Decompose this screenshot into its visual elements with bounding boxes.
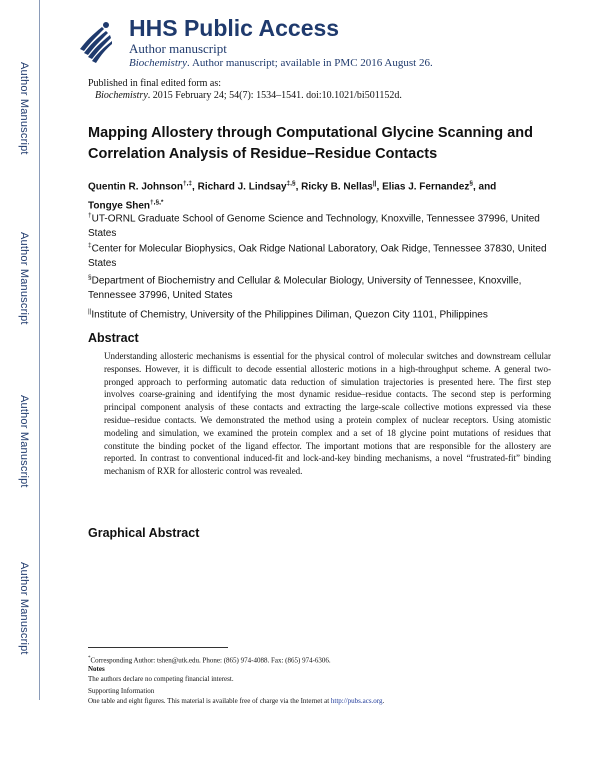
published-label: Published in final edited form as: xyxy=(88,78,222,89)
corresponding-author-footnote xyxy=(88,654,558,665)
affiliation-text: UT-ORNL Graduate School of Genome Science and Technology, Knoxville, Tennessee 37996, United States xyxy=(88,213,540,240)
author-name: Elias J. Fernandez xyxy=(382,181,470,193)
sidebar-divider xyxy=(39,0,40,700)
page-title: HHS Public Access xyxy=(129,15,340,41)
journal-name: Biochemistry xyxy=(129,57,188,69)
author-name: Ricky B. Nellas xyxy=(301,181,373,193)
sidebar-label-author-manuscript: Author Manuscript xyxy=(18,562,30,655)
author-mark: § xyxy=(469,180,473,187)
author-separator: , xyxy=(295,181,302,193)
author-separator: , and xyxy=(472,181,497,193)
author-mark: †,§,* xyxy=(150,199,164,207)
supporting-info-text xyxy=(88,697,558,706)
graphical-abstract-heading: Graphical Abstract xyxy=(88,526,200,540)
article-title: Mapping Allostery through Computational Glycine Scanning and Correlation Analysis of Residue–Residue Contacts xyxy=(88,125,533,162)
availability-text: . Author manuscript; available in PMC 2016 August 26. xyxy=(187,57,433,69)
citation-line xyxy=(95,90,402,101)
sidebar-label-author-manuscript: Author Manuscript xyxy=(18,62,30,155)
supporting-info-body: One table and eight figures. This material is available free of charge via the Internet at xyxy=(88,697,331,705)
affiliation-mark: || xyxy=(88,308,92,315)
author-name: Quentin R. Johnson xyxy=(88,181,183,193)
footnote-divider xyxy=(88,647,228,648)
affiliation-text: Department of Biochemistry and Cellular & Molecular Biology, University of Tennessee, Knoxville, Tennessee 37996, United States xyxy=(88,275,522,302)
sidebar-label-author-manuscript: Author Manuscript xyxy=(18,395,30,488)
author-separator: , xyxy=(376,181,383,193)
pubs-link[interactable]: http://pubs.acs.org xyxy=(330,697,383,705)
availability-line xyxy=(129,57,433,69)
affiliation-text: Center for Molecular Biophysics, Oak Ridge National Laboratory, Oak Ridge, Tennessee 37830, United States xyxy=(88,243,547,270)
citation-journal: Biochemistry xyxy=(95,90,148,101)
affiliation xyxy=(88,208,558,241)
author-name: Tongye Shen xyxy=(88,200,151,212)
author-name: Richard J. Lindsay xyxy=(197,181,287,193)
affiliation xyxy=(88,270,558,303)
affiliation xyxy=(88,304,558,322)
header-subtitle: Author manuscript xyxy=(129,41,227,56)
notes-text: The authors declare no competing financial interest. xyxy=(88,675,234,683)
author-mark: ‡,§ xyxy=(286,180,296,187)
notes-heading: Notes xyxy=(88,665,105,673)
affiliation xyxy=(88,238,558,271)
abstract-heading: Abstract xyxy=(88,331,139,345)
affiliation-mark: ‡ xyxy=(88,242,92,249)
supporting-info-heading: Supporting Information xyxy=(88,687,155,695)
author-mark: || xyxy=(372,180,377,187)
sidebar-label-author-manuscript: Author Manuscript xyxy=(18,232,30,325)
affiliation-text: Institute of Chemistry, University of the Philippines Diliman, Quezon City 1101, Philippines xyxy=(91,309,488,321)
supporting-info-end: . xyxy=(382,697,385,705)
affiliation-mark: § xyxy=(88,274,92,281)
author-separator: , xyxy=(192,181,198,193)
hhs-eagle-logo-icon xyxy=(76,19,116,67)
affiliation-mark: † xyxy=(88,212,92,219)
citation-text: . 2015 February 24; 54(7): 1534–1541. doi:10.1021/bi501152d. xyxy=(147,90,402,101)
footnote-text: Corresponding Author: tshen@utk.edu. Phone: (865) 974-4088. Fax: (865) 974-6306. xyxy=(90,656,331,665)
abstract-text: Understanding allosteric mechanisms is essential for the physical control of molecular switches and downstream cellular responses. However, it is difficult to decode essential allosteric motions in a high-throughput scheme. A general two-pronged approach to performing automatic data reduction of simulation trajectories is presented here. The first step involves coarse-graining and identifying the most dynamic residue–residue contacts. The second step is performing principal component analysis of these contacts and extracting the large-scale collective motions expressed via these residue–residue contacts. We demonstrated the method using a protein complex of nuclear receptors. Using atomistic modeling and simulation, we examined the protein complex and a set of 18 glycine point mutations of residues that constitute the binding pocket of the ligand effector. The important motions that are responsible for the allostery are reported. In contrast to conventional induced-fit and lock-and-key binding mechanisms, a novel “frustrated-fit” binding mechanism of RXR for allosteric control was revealed. xyxy=(104,351,551,477)
footnote-mark: * xyxy=(88,656,91,661)
author-mark: †,‡ xyxy=(183,180,193,187)
